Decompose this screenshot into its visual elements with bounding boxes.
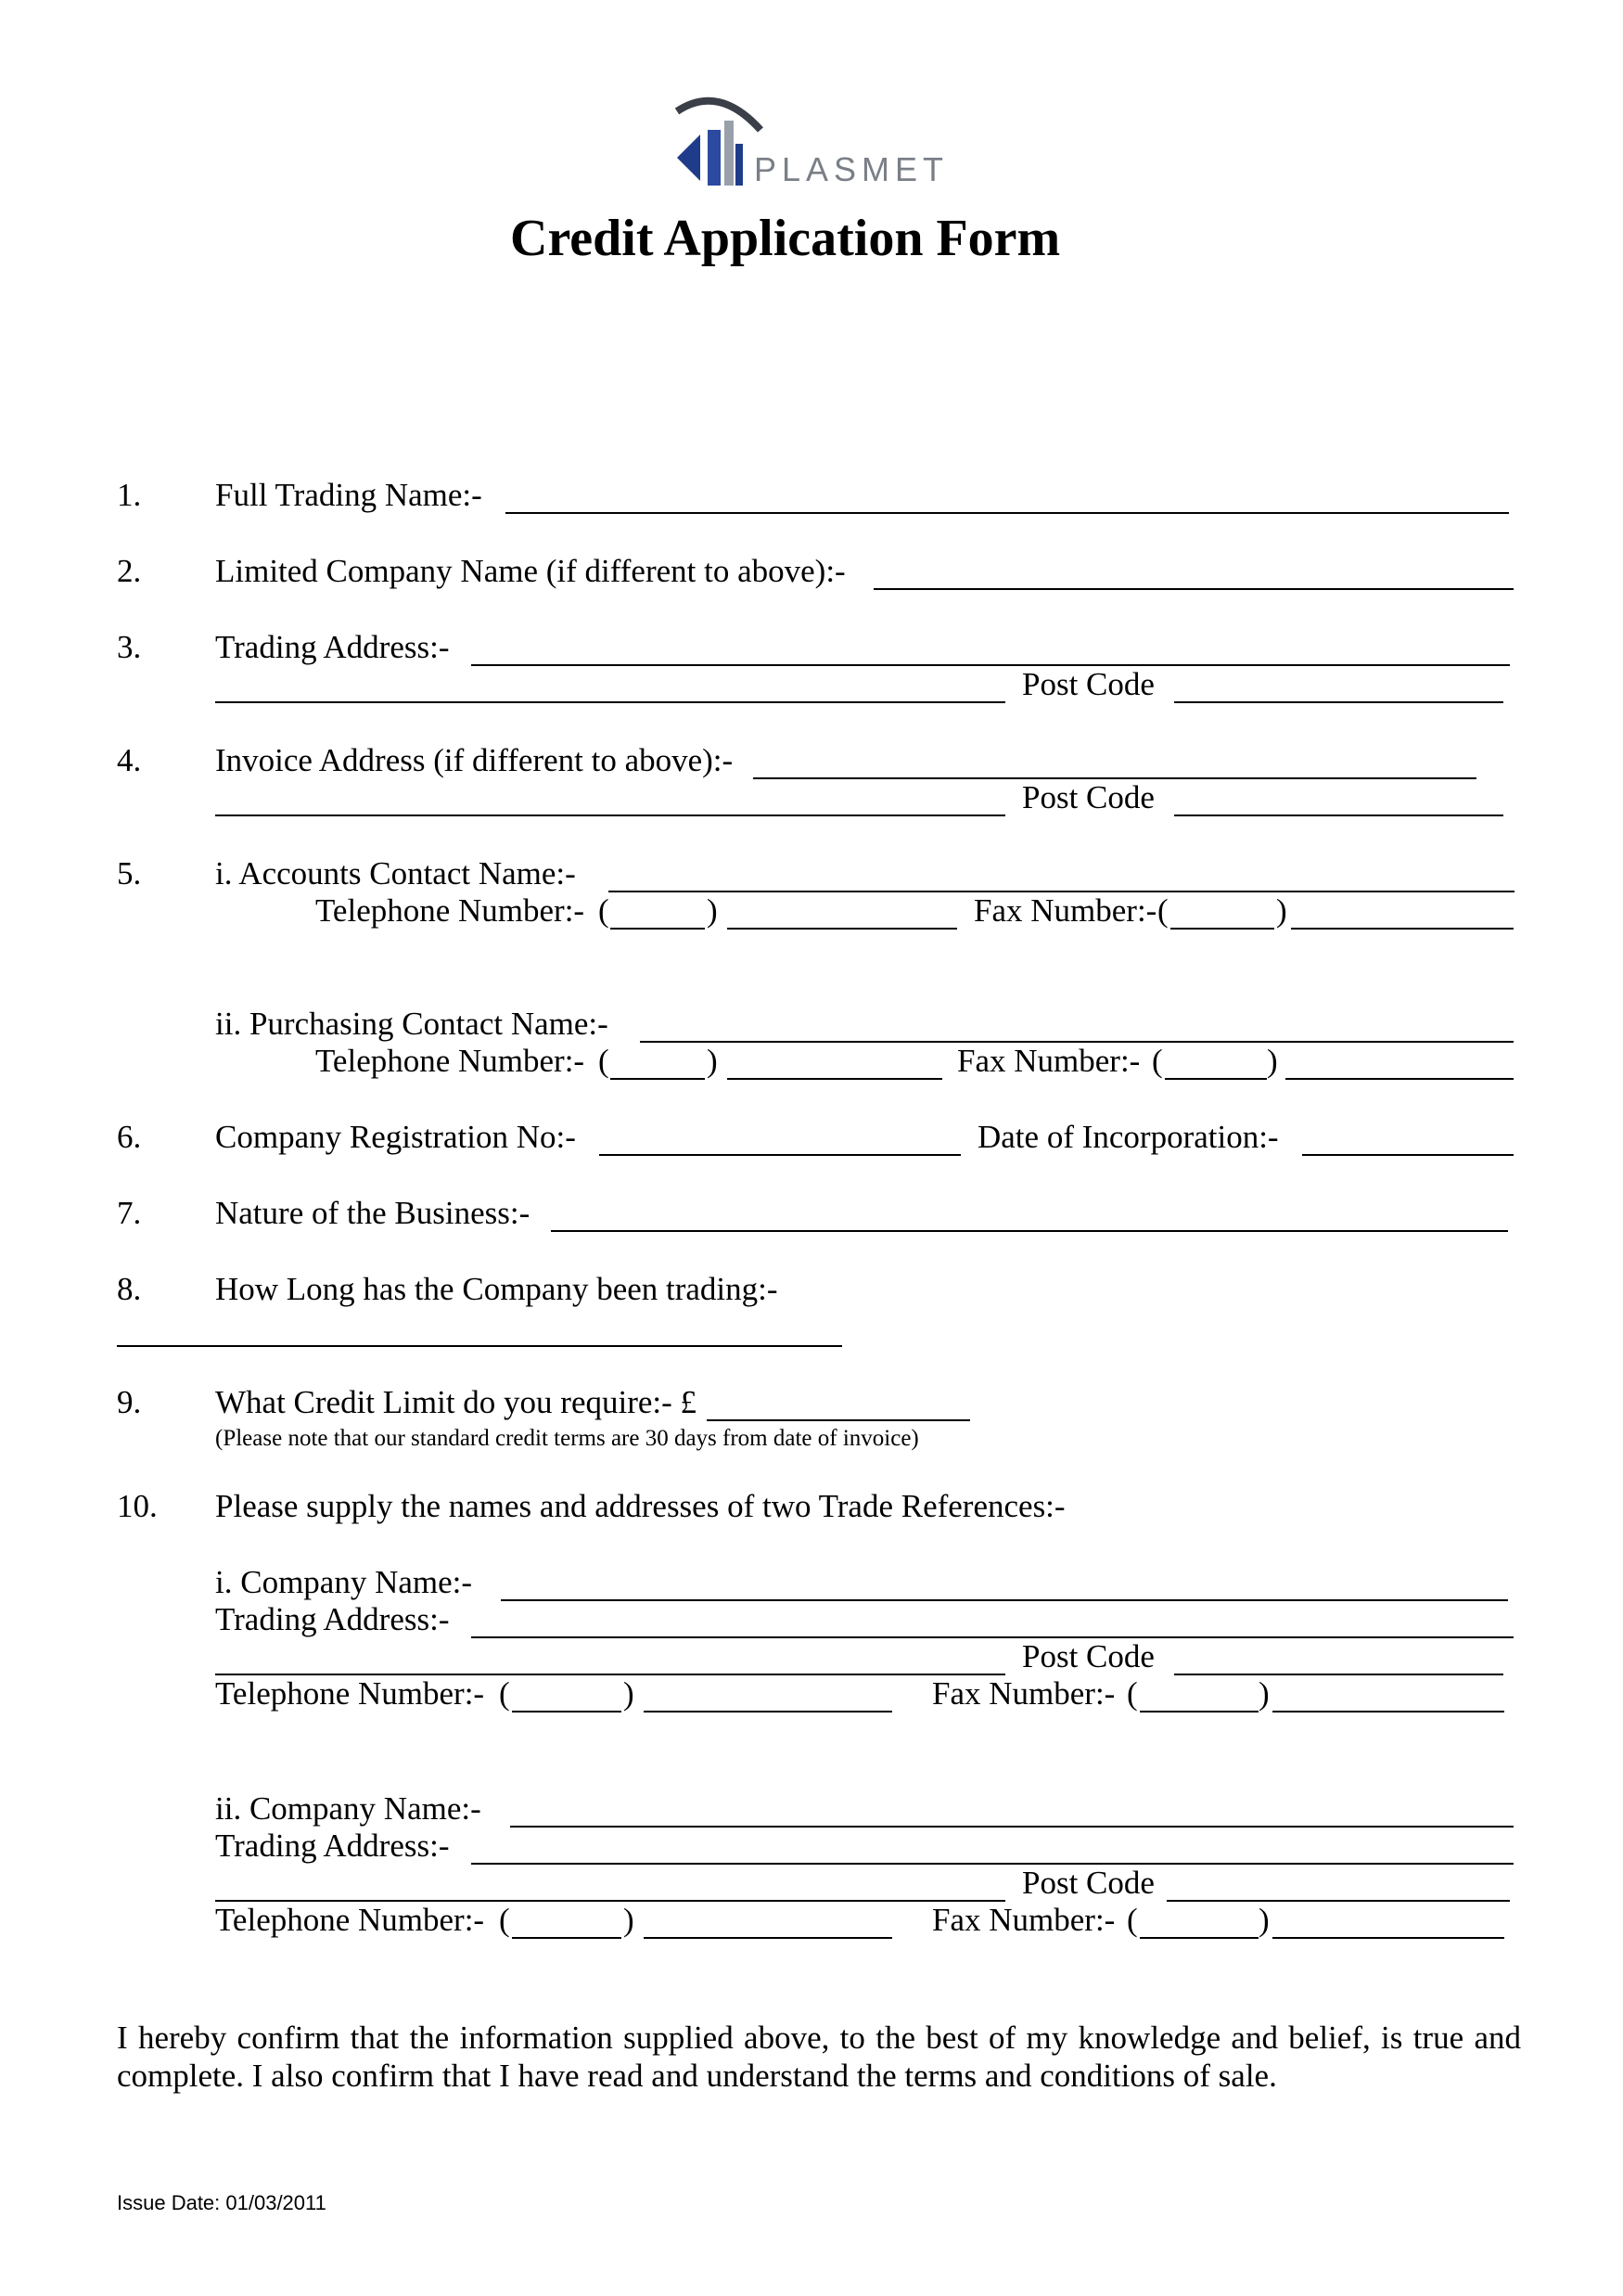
credit-limit-label: What Credit Limit do you require:- £ (215, 1384, 697, 1420)
how-long-trading-label: How Long has the Company been trading:- (215, 1271, 778, 1307)
ref2-fax-area-code-field[interactable] (1140, 1905, 1259, 1939)
ref1-trading-address-line2-field[interactable] (215, 1642, 1005, 1675)
full-trading-name-field[interactable] (505, 481, 1509, 514)
ref2-post-code-field[interactable] (1167, 1868, 1510, 1902)
company-registration-label: Company Registration No:- (215, 1119, 576, 1155)
close-paren: ) (623, 1902, 634, 1938)
ref2-trading-address-label: Trading Address:- (215, 1828, 450, 1864)
purchasing-fax-number-field[interactable] (1285, 1046, 1514, 1080)
post-code-label: Post Code (1022, 779, 1155, 815)
limited-company-name-label: Limited Company Name (if different to above):- (215, 553, 846, 589)
post-code-label: Post Code (1022, 666, 1155, 702)
page-title: Credit Application Form (510, 210, 1061, 267)
open-paren: ( (598, 1043, 609, 1079)
credit-limit-field[interactable] (707, 1388, 970, 1421)
close-paren: ) (1259, 1902, 1270, 1938)
close-paren: ) (1276, 892, 1287, 929)
invoice-post-code-field[interactable] (1174, 783, 1503, 816)
item-number: 9. (117, 1384, 142, 1420)
item-number: 8. (117, 1271, 142, 1307)
accounts-fax-area-code-field[interactable] (1170, 896, 1274, 930)
accounts-telephone-number-field[interactable] (727, 896, 957, 930)
item-number: 5. (117, 855, 142, 891)
company-registration-field[interactable] (599, 1122, 961, 1156)
ref2-fax-number-field[interactable] (1272, 1905, 1504, 1939)
item-number: 4. (117, 742, 142, 778)
trade-references-label: Please supply the names and addresses of two Trade References:- (215, 1488, 1066, 1524)
ref2-company-name-label: ii. Company Name:- (215, 1790, 481, 1827)
open-paren: ( (499, 1902, 510, 1938)
ref2-telephone-number-field[interactable] (644, 1905, 892, 1939)
item-number: 1. (117, 477, 142, 513)
item-number: 10. (117, 1488, 158, 1524)
how-long-trading-field[interactable] (117, 1314, 842, 1347)
ref1-company-name-label: i. Company Name:- (215, 1564, 473, 1600)
ref2-trading-address-line2-field[interactable] (215, 1868, 1005, 1902)
purchasing-contact-name-label: ii. Purchasing Contact Name:- (215, 1006, 608, 1042)
telephone-number-label: Telephone Number:- (315, 892, 585, 929)
close-paren: ) (707, 1043, 718, 1079)
brand-name: PLASMET (754, 150, 950, 188)
accounts-contact-name-field[interactable] (608, 859, 1514, 892)
item-number: 2. (117, 553, 142, 589)
close-paren: ) (1267, 1043, 1278, 1079)
open-paren: ( (1127, 1902, 1138, 1938)
ref1-fax-area-code-field[interactable] (1140, 1679, 1259, 1712)
trading-address-line2-field[interactable] (215, 670, 1005, 703)
invoice-address-line1-field[interactable] (753, 746, 1476, 779)
close-paren: ) (623, 1675, 634, 1712)
trading-post-code-field[interactable] (1174, 670, 1503, 703)
open-paren: ( (1152, 1043, 1163, 1079)
item-number: 7. (117, 1195, 142, 1231)
ref1-telephone-area-code-field[interactable] (512, 1679, 621, 1712)
telephone-number-label: Telephone Number:- (315, 1043, 585, 1079)
open-paren: ( (1127, 1675, 1138, 1712)
plasmet-logo (672, 93, 951, 204)
ref1-fax-number-field[interactable] (1272, 1679, 1504, 1712)
purchasing-contact-name-field[interactable] (640, 1009, 1514, 1043)
post-code-label: Post Code (1022, 1638, 1155, 1674)
declaration-text: I hereby confirm that the information supplied above, to the best of my knowledge and belief, is true and complete. I also confirm that I have read and understand the terms and conditions of sale. (117, 2020, 1521, 2094)
trading-address-label: Trading Address:- (215, 629, 450, 665)
fax-number-label: Fax Number:- (974, 892, 1157, 929)
fax-number-label: Fax Number:- (932, 1675, 1116, 1712)
close-paren: ) (1259, 1675, 1270, 1712)
invoice-address-line2-field[interactable] (215, 783, 1005, 816)
fax-number-label: Fax Number:- (957, 1043, 1141, 1079)
purchasing-telephone-area-code-field[interactable] (610, 1046, 705, 1080)
open-paren: ( (499, 1675, 510, 1712)
full-trading-name-label: Full Trading Name:- (215, 477, 482, 513)
date-of-incorporation-field[interactable] (1302, 1122, 1514, 1156)
fax-number-label: Fax Number:- (932, 1902, 1116, 1938)
ref1-trading-address-label: Trading Address:- (215, 1601, 450, 1637)
logo-mark-icon (672, 93, 765, 195)
item-number: 3. (117, 629, 142, 665)
invoice-address-label: Invoice Address (if different to above):- (215, 742, 734, 778)
nature-of-business-label: Nature of the Business:- (215, 1195, 530, 1231)
ref1-company-name-field[interactable] (501, 1568, 1508, 1601)
trading-address-line1-field[interactable] (471, 633, 1510, 666)
ref2-telephone-area-code-field[interactable] (512, 1905, 621, 1939)
ref1-telephone-number-field[interactable] (644, 1679, 892, 1712)
item-number: 6. (117, 1119, 142, 1155)
post-code-label: Post Code (1022, 1865, 1155, 1901)
credit-terms-note: (Please note that our standard credit terms are 30 days from date of invoice) (215, 1426, 919, 1451)
telephone-number-label: Telephone Number:- (215, 1902, 485, 1938)
accounts-fax-number-field[interactable] (1291, 896, 1514, 930)
limited-company-name-field[interactable] (874, 557, 1514, 590)
close-paren: ) (707, 892, 718, 929)
accounts-contact-name-label: i. Accounts Contact Name:- (215, 855, 576, 891)
nature-of-business-field[interactable] (551, 1199, 1508, 1232)
issue-date: Issue Date: 01/03/2011 (117, 2191, 326, 2214)
purchasing-fax-area-code-field[interactable] (1165, 1046, 1267, 1080)
telephone-number-label: Telephone Number:- (215, 1675, 485, 1712)
open-paren: ( (598, 892, 609, 929)
ref1-trading-address-line1-field[interactable] (471, 1605, 1514, 1638)
date-of-incorporation-label: Date of Incorporation:- (978, 1119, 1279, 1155)
ref2-company-name-field[interactable] (510, 1794, 1514, 1828)
ref1-post-code-field[interactable] (1174, 1642, 1503, 1675)
open-paren: ( (1157, 892, 1169, 929)
accounts-telephone-area-code-field[interactable] (610, 896, 705, 930)
ref2-trading-address-line1-field[interactable] (471, 1831, 1514, 1865)
purchasing-telephone-number-field[interactable] (727, 1046, 942, 1080)
